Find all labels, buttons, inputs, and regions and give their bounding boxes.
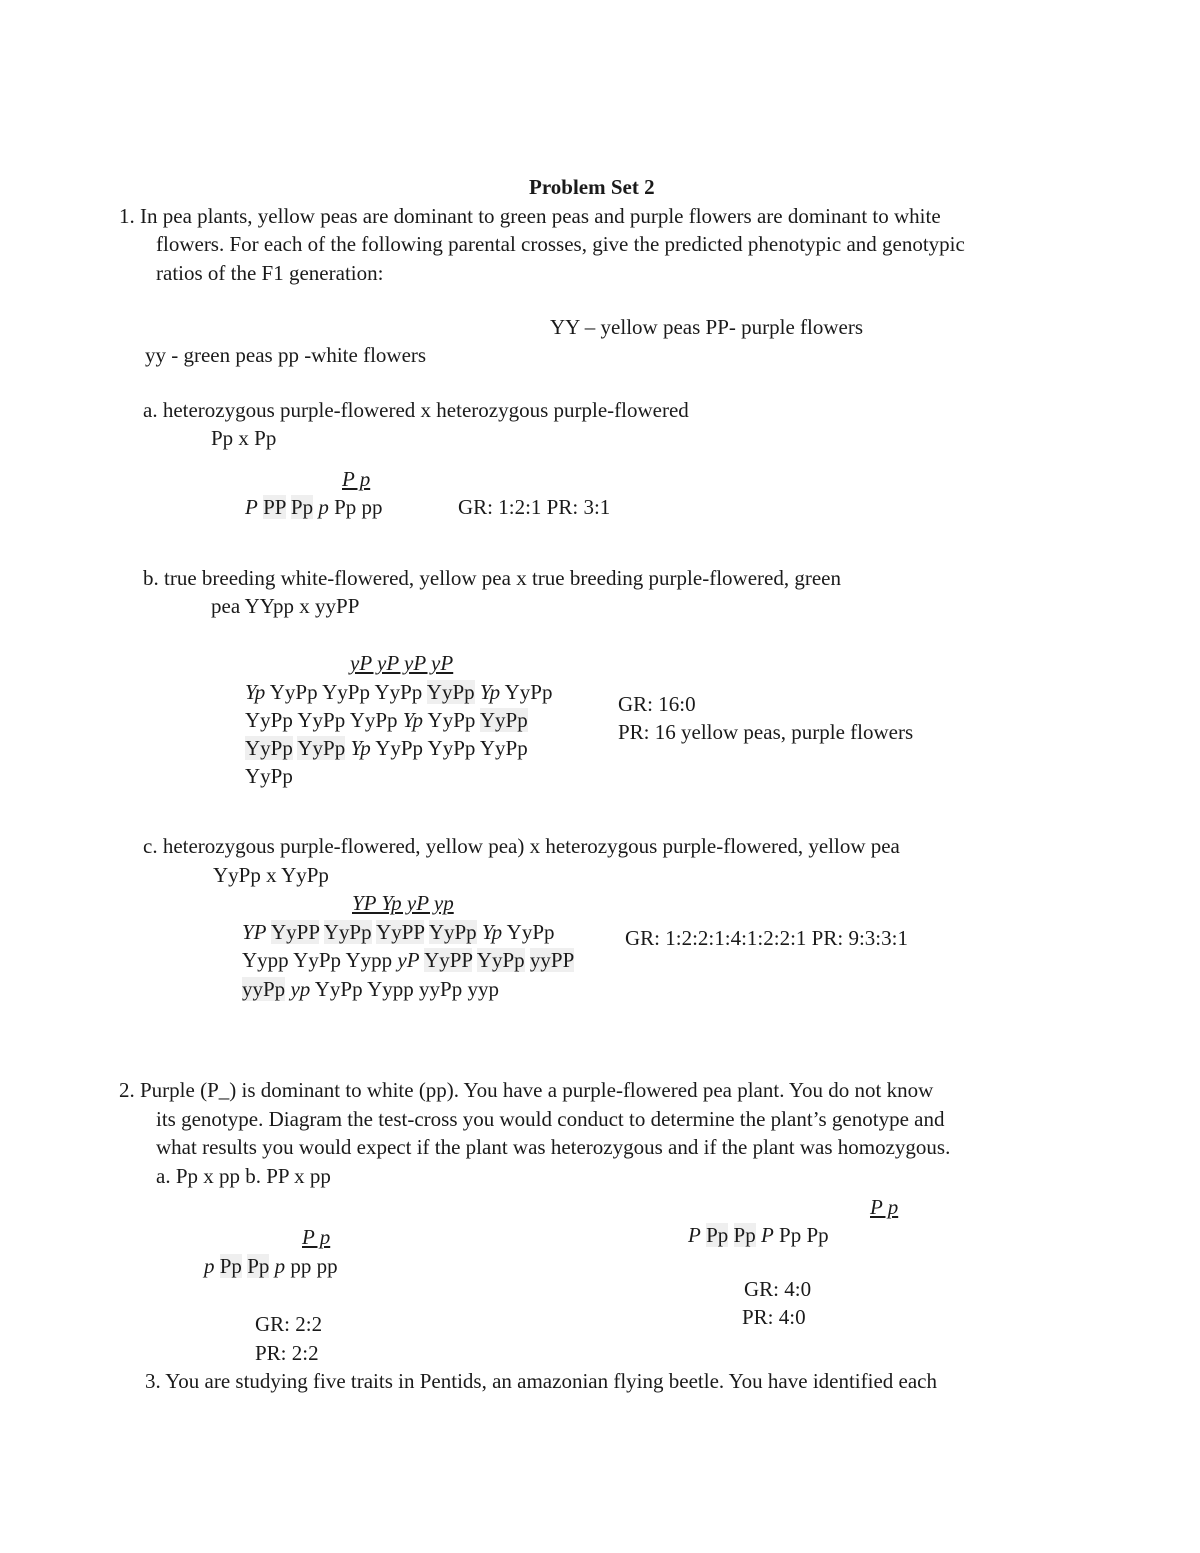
q1b-phenotype-ratio: PR: 16 yellow peas, purple flowers <box>618 720 914 744</box>
punnett-cell: Pp <box>733 1223 756 1247</box>
punnett-cell: YyPp <box>374 680 423 704</box>
punnett-cell: PP <box>263 495 286 519</box>
page-title: Problem Set 2 <box>529 175 655 199</box>
q1c-cross: YyPp x YyPp <box>213 863 329 887</box>
q1b-punnett-line-3 <box>245 734 528 762</box>
q2-line-3: what results you would expect if the plant was heterozygous and if the plant was homozygous. <box>156 1135 951 1159</box>
punnett-cell: Yypp <box>242 948 289 972</box>
q2-line-1: 2. Purple (P_) is dominant to white (pp). You have a purple-flowered pea plant. You do not know <box>119 1078 934 1102</box>
q2b-punnett-header: P p <box>870 1195 899 1219</box>
q1a-punnett-row <box>245 493 383 521</box>
punnett-cell: yyPP <box>529 948 575 972</box>
punnett-cell: yyp <box>467 977 499 1001</box>
row-allele: yp <box>290 977 311 1001</box>
row-allele: Yp <box>479 680 501 704</box>
q1-allele-key-recessive: yy - green peas pp -white flowers <box>145 343 427 367</box>
punnett-cell: YyPp <box>323 920 372 944</box>
punnett-cell: YyPp <box>269 680 318 704</box>
row-allele: p <box>204 1254 215 1278</box>
row-allele: yP <box>397 948 420 972</box>
q2b-phenotype-ratio: PR: 4:0 <box>742 1305 806 1329</box>
q1a-cross: Pp x Pp <box>211 426 277 450</box>
q1b-punnett-line-4 <box>245 762 293 790</box>
punnett-cell: Pp <box>706 1223 729 1247</box>
punnett-cell: pp <box>361 495 383 519</box>
punnett-cell: Pp <box>806 1223 829 1247</box>
q1c-label: c. heterozygous purple-flowered, yellow pea) x heterozygous purple-flowered, yellow pea <box>143 834 900 858</box>
q1c-punnett-line-1 <box>242 918 555 946</box>
punnett-cell: YyPp <box>297 708 346 732</box>
punnett-cell: YyPp <box>322 680 370 704</box>
q2a-punnett-row <box>204 1252 338 1280</box>
q1b-punnett-line-2 <box>245 706 528 734</box>
q2a-genotype-ratio: GR: 2:2 <box>255 1312 323 1336</box>
punnett-cell: YyPp <box>427 708 476 732</box>
row-allele: p <box>318 495 329 519</box>
row-allele: Yp <box>350 736 371 760</box>
punnett-cell: yyPp <box>419 977 463 1001</box>
punnett-cell: YyPp <box>504 680 553 704</box>
punnett-cell: Yypp <box>367 977 414 1001</box>
q1b-punnett-line-1 <box>245 678 553 706</box>
punnett-cell: YyPp <box>476 948 525 972</box>
q1a-result: GR: 1:2:1 PR: 3:1 <box>458 495 611 519</box>
q2b-punnett-row <box>688 1221 829 1249</box>
punnett-cell: YyPp <box>297 736 346 760</box>
punnett-cell: Yypp <box>345 948 393 972</box>
q1b-punnett-header: yP yP yP yP <box>350 651 454 675</box>
punnett-cell: Pp <box>779 1223 802 1247</box>
q2-line-4: a. Pp x pp b. PP x pp <box>156 1164 331 1188</box>
punnett-cell: YyPp <box>479 736 528 760</box>
q1a-punnett-header: P p <box>342 467 371 491</box>
q1b-cross: pea YYpp x yyPP <box>211 594 360 618</box>
punnett-cell: YyPp <box>293 948 342 972</box>
punnett-cell: YyPP <box>271 920 320 944</box>
row-allele: P <box>760 1223 774 1247</box>
q3-line-1: 3. You are studying five traits in Pentids, an amazonian flying beetle. You have identified each <box>145 1369 938 1393</box>
q1c-punnett-line-3 <box>242 975 499 1003</box>
q1-line-1: 1. In pea plants, yellow peas are dominant to green peas and purple flowers are dominant to white <box>119 204 941 228</box>
punnett-cell: yyPp <box>242 977 286 1001</box>
punnett-cell: YyPp <box>245 708 293 732</box>
punnett-cell: Pp <box>219 1254 242 1278</box>
punnett-cell: YyPp <box>349 708 398 732</box>
punnett-cell: Pp <box>290 495 314 519</box>
q2a-punnett-header: P p <box>302 1225 331 1249</box>
row-allele: P <box>688 1223 701 1247</box>
q2b-genotype-ratio: GR: 4:0 <box>744 1277 812 1301</box>
punnett-cell: Pp <box>334 495 357 519</box>
punnett-cell: pp <box>290 1254 312 1278</box>
q1-line-3: ratios of the F1 generation: <box>156 261 384 285</box>
punnett-cell: YyPP <box>376 920 425 944</box>
row-allele: YP <box>242 920 267 944</box>
row-allele: p <box>274 1254 286 1278</box>
row-allele: Yp <box>402 708 424 732</box>
punnett-cell: YyPp <box>427 736 476 760</box>
row-allele: Yp <box>245 680 266 704</box>
punnett-cell: YyPp <box>479 708 528 732</box>
row-allele: Yp <box>481 920 503 944</box>
punnett-cell: pp <box>316 1254 338 1278</box>
q1-allele-key-dominant: YY – yellow peas PP- purple flowers <box>550 315 864 339</box>
punnett-cell: YyPp <box>426 680 475 704</box>
q2a-phenotype-ratio: PR: 2:2 <box>255 1341 319 1365</box>
punnett-cell: Pp <box>247 1254 270 1278</box>
row-allele: P <box>245 495 258 519</box>
q2-line-2: its genotype. Diagram the test-cross you would conduct to determine the plant’s genotype and <box>156 1107 945 1131</box>
punnett-cell: YyPp <box>375 736 424 760</box>
q1c-punnett-line-2 <box>242 946 574 974</box>
q1c-punnett-header: YP Yp yP yp <box>352 891 454 915</box>
punnett-cell: YyPp <box>314 977 363 1001</box>
punnett-cell: YyPp <box>245 764 293 788</box>
punnett-cell: YyPp <box>245 736 293 760</box>
punnett-cell: YyPP <box>424 948 473 972</box>
q1c-result: GR: 1:2:2:1:4:1:2:2:1 PR: 9:3:3:1 <box>625 926 908 950</box>
q1-line-2: flowers. For each of the following parental crosses, give the predicted phenotypic and genotypic <box>156 232 965 256</box>
punnett-cell: YyPp <box>428 920 477 944</box>
q1b-genotype-ratio: GR: 16:0 <box>618 692 696 716</box>
q1b-label: b. true breeding white-flowered, yellow pea x true breeding purple-flowered, green <box>143 566 841 590</box>
punnett-cell: YyPp <box>506 920 555 944</box>
q1a-label: a. heterozygous purple-flowered x heterozygous purple-flowered <box>143 398 689 422</box>
